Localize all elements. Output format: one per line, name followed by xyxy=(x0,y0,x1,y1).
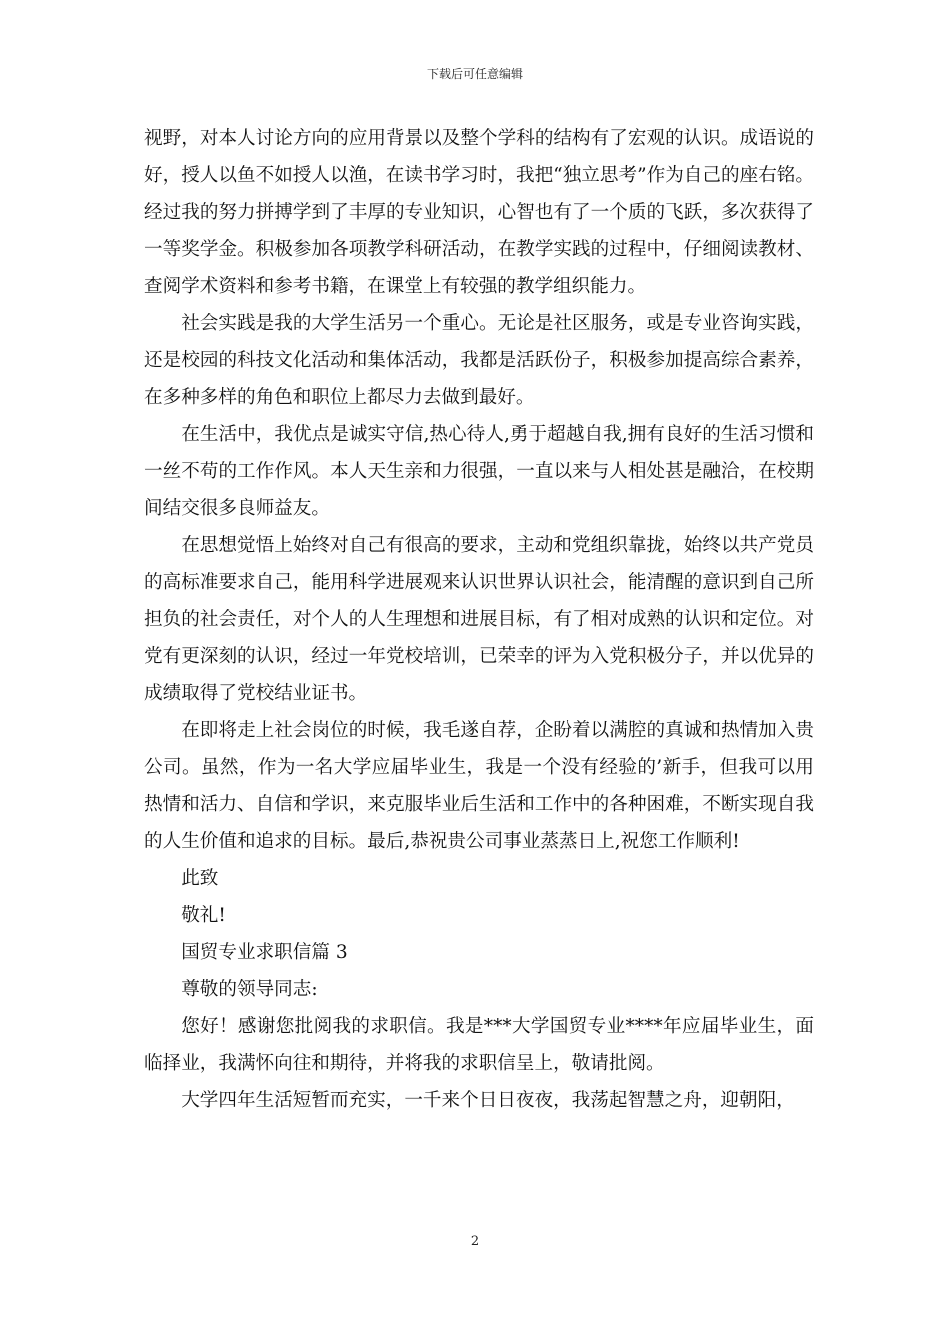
document-body xyxy=(144,120,814,1119)
paragraph-6: 您好！感谢您批阅我的求职信。我是***大学国贸专业****年应届毕业生，面临择业，我满怀向往和期待，并将我的求职信呈上，敬请批阅。 xyxy=(144,1016,814,1074)
page-number: 2 xyxy=(470,1234,480,1249)
salutation: 尊敬的领导同志: xyxy=(181,979,318,1000)
paragraph-7: 大学四年生活短暂而充实，一千来个日日夜夜，我荡起智慧之舟，迎朝阳， xyxy=(181,1090,795,1111)
paragraph-1: 视野，对本人讨论方向的应用背景以及整个学科的结构有了宏观的认识。成语说的好，授人以鱼不如授人以渔，在读书学习时，我把“独立思考”作为自己的座右铭。经过我的努力拼搏学到了丰厚的专业知识，心智也有了一个质的飞跃，多次获得了一等奖学金。积极参加各项教学科研活动，在教学实践的过程中，仔细阅读教材、查阅学术资料和参考书籍，在课堂上有较强的教学组织能力。 xyxy=(144,128,814,297)
paragraph-5: 在即将走上社会岗位的时候，我毛遂自荐，企盼着以满腔的真诚和热情加入贵公司。虽然，作为一名大学应届毕业生，我是一个没有经验的’新手，但我可以用热情和活力、自信和学识，来克服毕业后生活和工作中的各种困难，不断实现自我的人生价值和追求的目标。最后,恭祝贵公司事业蒸蒸日上,祝您工作顺利! xyxy=(144,720,814,852)
closing-line-1: 此致 xyxy=(181,868,219,889)
paragraph-2: 社会实践是我的大学生活另一个重心。无论是社区服务，或是专业咨询实践，还是校园的科技文化活动和集体活动，我都是活跃份子，积极参加提高综合素养，在多种多样的角色和职位上都尽力去做到最好。 xyxy=(144,313,814,408)
section-title: 国贸专业求职信篇 3 xyxy=(181,942,348,963)
closing-line-2: 敬礼! xyxy=(181,905,226,926)
paragraph-3: 在生活中，我优点是诚实守信,热心待人,勇于超越自我,拥有良好的生活习惯和一丝不苟的工作作风。本人天生亲和力很强，一直以来与人相处甚是融洽，在校期间结交很多良师益友。 xyxy=(144,424,814,519)
paragraph-4: 在思想觉悟上始终对自己有很高的要求，主动和党组织靠拢，始终以共产党员的高标准要求自己，能用科学进展观来认识世界认识社会，能清醒的意识到自己所担负的社会责任，对个人的人生理想和进展目标，有了相对成熟的认识和定位。对党有更深刻的认识，经过一年党校培训，已荣幸的评为入党积极分子，并以优异的成绩取得了党校结业证书。 xyxy=(144,535,814,704)
page-header: 下载后可任意编辑 xyxy=(426,67,523,81)
